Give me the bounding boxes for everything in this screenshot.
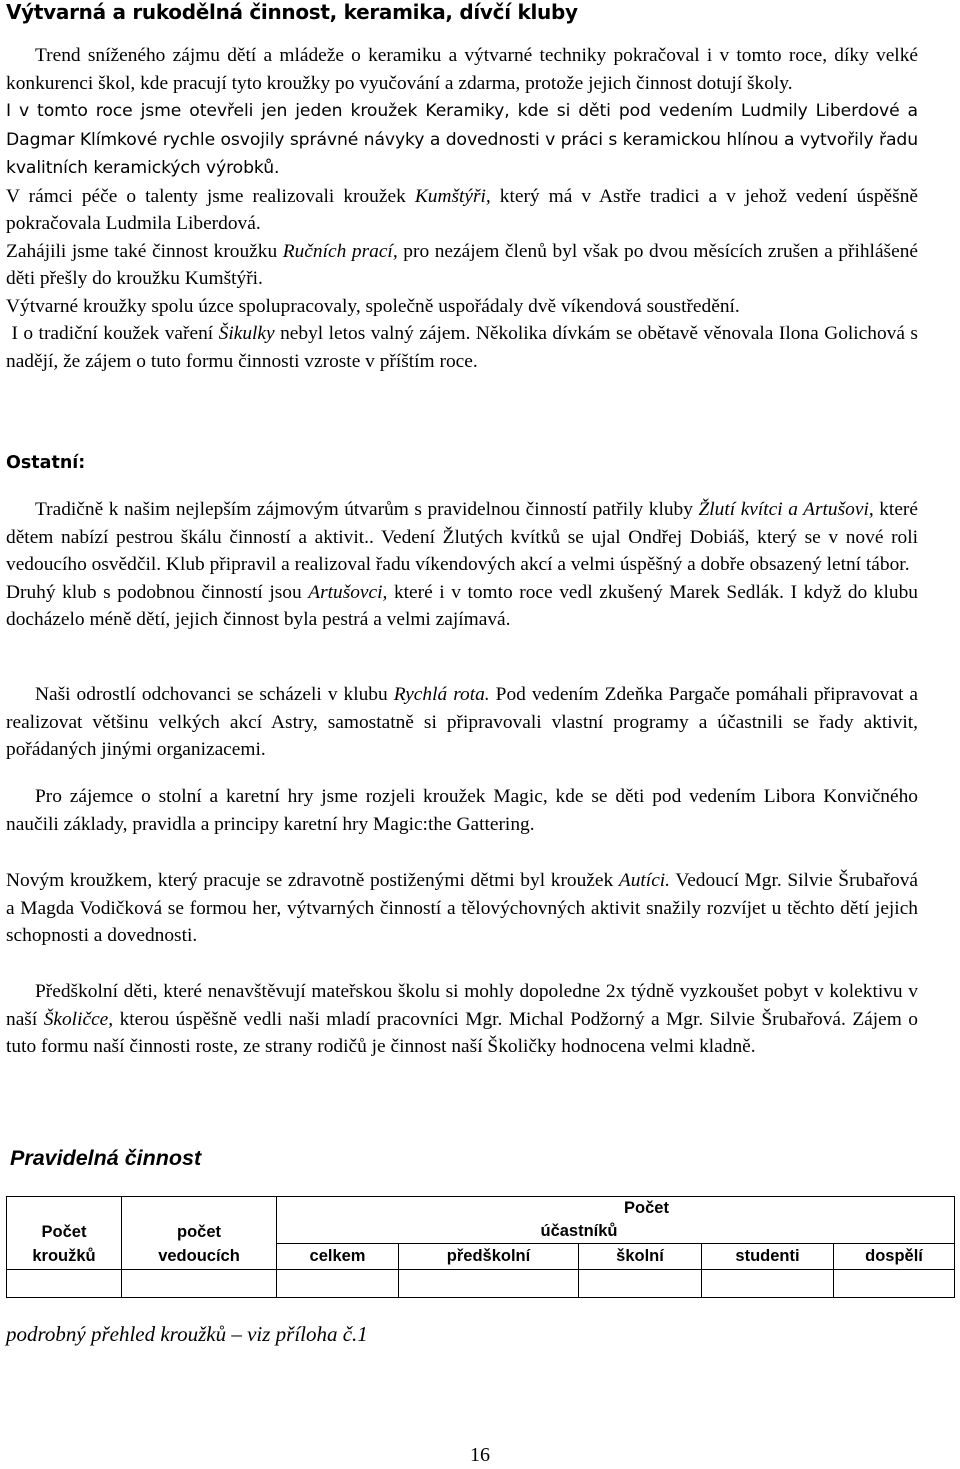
table-cell (122, 1270, 277, 1298)
header-cell-adults: dospělí (834, 1244, 955, 1270)
text-block-skolicka (6, 978, 918, 1061)
paragraph-rucni-prace (6, 238, 918, 293)
club-name-rucni-prace: Ručních prací, (282, 240, 398, 262)
text-run: Novým kroužkem, který pracuje se zdravotně postiženými dětmi byl kroužek (6, 870, 619, 891)
table-cell (7, 1270, 122, 1298)
club-name-sikulky: Šikulky (218, 323, 275, 344)
club-name-rychla-rota: Rychlá rota. (393, 684, 490, 705)
header-label: účastníků (540, 1222, 618, 1240)
club-name-autici: Autíci. (618, 870, 671, 891)
club-name-zluti-kvitci: Žlutí kvítci a Artušovi, (698, 499, 874, 520)
paragraph-rychla-rota (6, 681, 918, 764)
text-block-rychla-rota (6, 681, 918, 764)
text-run: Naši odrostlí odchovanci se scházeli v klubu (35, 684, 394, 705)
header-cell-preschool: předškolní (399, 1244, 579, 1270)
text-block-clubs (6, 496, 918, 634)
text-block-autici (6, 867, 918, 950)
club-name-skolicka: Školičce, (43, 1008, 114, 1030)
text-block-ceramics (6, 42, 918, 375)
header-cell-clubs (7, 1197, 122, 1270)
text-run: kterou úspěšně vedli naši mladí pracovníci Mgr. Michal Podžorný a Mgr. Silvie Šrubařová. Zájem o tuto formu naší činnosti roste, ze strany rodičů je činnost naší Školičky hodnocena velmi kladně. (6, 1008, 918, 1057)
header-cell-school: školní (579, 1244, 702, 1270)
club-name-artusovci: Artušovci, (308, 581, 388, 603)
regular-activity-title: Pravidelná činnost (10, 1146, 202, 1170)
club-name-kumstyri: Kumštýři, (414, 185, 491, 207)
paragraph-kluby (6, 496, 918, 579)
text-run: Zahájili jsme také činnost kroužku (6, 240, 283, 262)
paragraph-skolicka (6, 978, 918, 1061)
header-label: kroužků (32, 1247, 96, 1265)
table-row (7, 1270, 955, 1298)
table-cell (702, 1270, 834, 1298)
section-title: Výtvarná a rukodělná činnost, keramika, dívčí kluby (6, 0, 578, 24)
paragraph-sikulky (6, 320, 918, 375)
regular-activity-table (6, 1196, 955, 1298)
header-label: Počet (41, 1223, 87, 1241)
text-run: které dětem nabízí pestrou škálu činností a aktivit.. Vedení Žlutých kvítků se ujal Ondřej Dobiáš, který se v nové roli vedoucího osvědčil. Klub připravil a realizoval řadu víkendových akcí a velmi úspěšný a dobře obsazený letní tábor. (6, 499, 918, 575)
table-cell (834, 1270, 955, 1298)
paragraph-vytvarne-krouzky: Výtvarné kroužky spolu úzce spolupracovaly, společně uspořádaly dvě víkendová soustředění. (6, 295, 740, 317)
header-cell-participants (277, 1197, 955, 1244)
header-label: Počet (624, 1199, 669, 1217)
paragraph-kumstyri (6, 183, 918, 238)
text-run: pro nezájem členů byl však po dvou měsících zrušen a přihlášené děti přešly do kroužku Kumštýři. (6, 240, 918, 289)
text-block-magic (6, 783, 918, 838)
footnote-attachment-reference: podrobný přehled kroužků – viz příloha č.1 (6, 1322, 368, 1346)
other-title: Ostatní: (6, 453, 86, 473)
paragraph-autici (6, 867, 918, 950)
text-run: který má v Astře tradici a v jehož vedení úspěšně pokračovala Ludmila Liberdová. (6, 185, 918, 234)
header-label: počet (176, 1223, 221, 1241)
header-label: vedoucích (158, 1247, 240, 1265)
text-run: nebyl letos valný zájem. Několika dívkám se obětavě věnovala Ilona Golichová s nadějí, že zájem o tuto formu činnosti vzroste v příštím roce. (6, 323, 918, 372)
paragraph-magic: Pro zájemce o stolní a karetní hry jsme rozjeli kroužek Magic, kde se děti pod vedením Libora Konvičného naučili základy, pravidla a principy karetní hry Magic:the Gattering. (6, 786, 918, 835)
paragraph-trend: Trend sníženého zájmu dětí a mládeže o keramiku a výtvarné techniky pokračoval i v tomto roce, díky velké konkurenci škol, kde pracují tyto kroužky po vyučování a zdarma, protože jejich činnost dotují školy. (6, 45, 918, 94)
header-cell-total: celkem (277, 1244, 399, 1270)
header-cell-students: studenti (702, 1244, 834, 1270)
text-run: V rámci péče o talenty jsme realizovali kroužek (6, 185, 415, 207)
page-number: 16 (470, 1444, 490, 1466)
text-run: Tradičně k našim nejlepším zájmovým útvarům s pravidelnou činností patřily kluby (35, 499, 699, 520)
table-cell (277, 1270, 399, 1298)
paragraph-keramika-text: I v tomto roce jsme otevřeli jen jeden kroužek Keramiky, kde si děti pod vedením Ludmily Liberdové a Dagmar Klímkové rychle osvojily správné návyky a dovednosti v práci s keramickou hlínou a vytvořily řadu kvalitních keramických výrobků. (6, 101, 918, 178)
table-cell (579, 1270, 702, 1298)
text-run: Předškolní děti, které nenavštěvují mateřskou školu si mohly dopoledne 2x týdně vyzkoušet pobyt v kolektivu v naší (6, 981, 918, 1030)
table-header-row (7, 1197, 955, 1244)
text-run: které i v tomto roce vedl zkušený Marek Sedlák. I když do klubu docházelo méně dětí, jejich činnost byla pestrá a velmi zajímavá. (6, 581, 918, 630)
text-run: Druhý klub s podobnou činností jsou (6, 581, 309, 603)
paragraph-artusovci (6, 579, 918, 634)
text-run: Pod vedením Zdeňka Pargače pomáhali připravovat a realizovat většinu velkých akcí Astry, samostatně si připravovali vlastní programy a účastnili se řady aktivit, pořádaných jinými organizacemi. (6, 684, 918, 760)
text-run: Vedoucí Mgr. Silvie Šrubařová a Magda Vodičková se formou her, výtvarných činností a tělovýchovných aktivit snažily rozvíjet u těchto dětí jejich schopnosti a dovednosti. (6, 870, 918, 946)
table-cell (399, 1270, 579, 1298)
header-cell-leaders (122, 1197, 277, 1270)
paragraph-keramika (6, 97, 918, 183)
text-run: I o tradiční koužek vaření (11, 323, 219, 344)
